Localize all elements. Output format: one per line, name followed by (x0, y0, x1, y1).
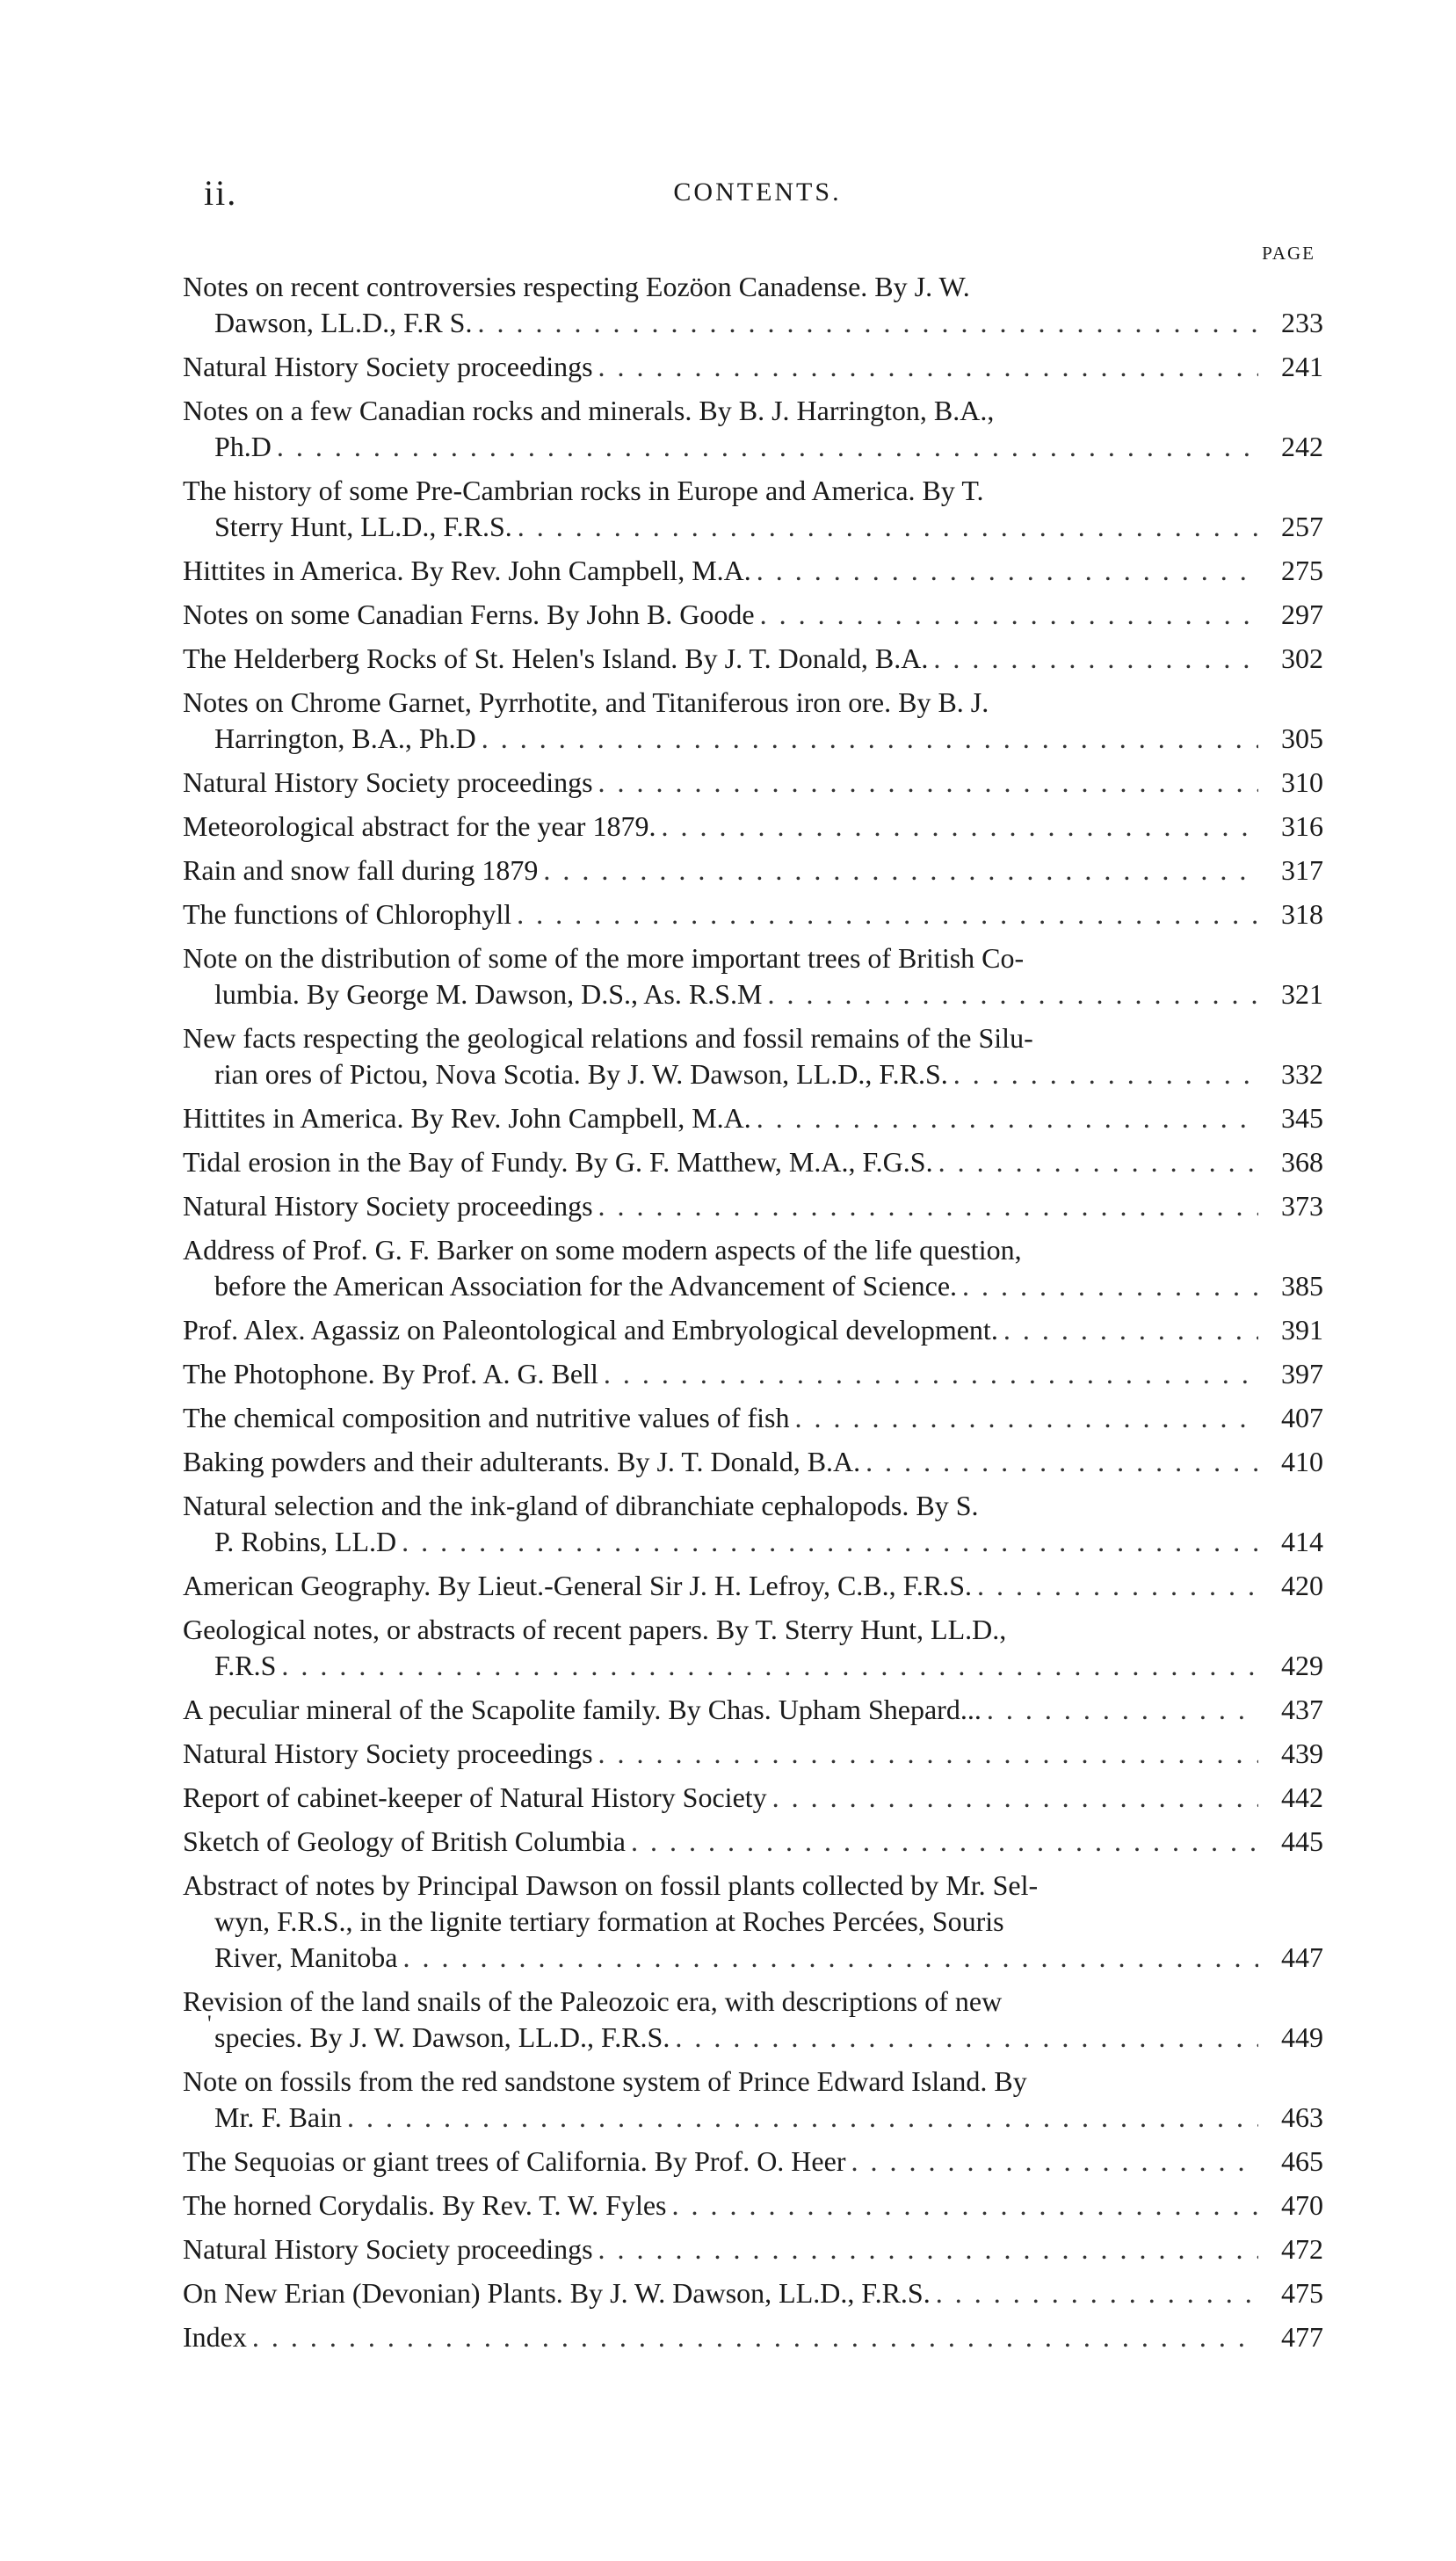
toc-entry-line: American Geography. By Lieut.-General Sir J. H. Lefroy, C.B., F.R.S. (183, 1570, 972, 1601)
toc-entry-line: Harrington, B.A., Ph.D (214, 722, 476, 754)
toc-entry-text (183, 2231, 1258, 2267)
toc-entry (183, 1488, 1323, 1560)
toc-line-with-leader (183, 2020, 1258, 2056)
toc-page-number: 472 (1281, 2233, 1323, 2265)
toc-entry-line: Baking powders and their adulterants. By J. T. Donald, B.A. (183, 1446, 861, 1477)
toc-entry (183, 1868, 1323, 1976)
toc-line-with-leader (183, 1648, 1258, 1684)
toc-entry-line: Natural History Society proceedings (183, 1190, 593, 1222)
toc-page-number: 241 (1281, 351, 1323, 382)
toc-entry-line: The functions of Chlorophyll (183, 898, 512, 930)
toc-page-number: 242 (1281, 431, 1323, 462)
toc-entry-line: Dawson, LL.D., F.R S. (214, 307, 473, 338)
toc-entry-line: Natural History Society proceedings (183, 351, 593, 382)
toc-page-number: 305 (1281, 722, 1323, 754)
toc-page-number: 410 (1281, 1446, 1323, 1477)
dot-leader (661, 809, 1258, 845)
toc-line-with-leader (183, 553, 1258, 589)
toc-line-with-leader (183, 1780, 1258, 1816)
toc-entry (183, 1984, 1323, 2056)
toc-entry-text (183, 1020, 1258, 1092)
page-column-heading: PAGE (1262, 243, 1315, 264)
toc-entry (183, 553, 1323, 589)
toc-entry-text (183, 2064, 1258, 2136)
dot-leader (794, 1400, 1258, 1436)
toc-entry-line: Address of Prof. G. F. Barker on some modern aspects of the life question, (183, 1234, 1022, 1266)
toc-page-number: 420 (1281, 1570, 1323, 1601)
toc-entry (183, 1400, 1323, 1436)
toc-page-number: 345 (1281, 1102, 1323, 1134)
toc-line-with-leader (183, 2100, 1258, 2136)
table-of-contents (183, 269, 1323, 2363)
page-header (204, 172, 1311, 225)
toc-entry-line: Notes on a few Canadian rocks and minerals. By B. J. Harrington, B.A., (183, 395, 995, 426)
toc-line-with-leader (183, 2231, 1258, 2267)
toc-entry (183, 1232, 1323, 1304)
toc-entry-text (183, 269, 1258, 341)
toc-line-with-leader (183, 2275, 1258, 2311)
toc-entry (183, 1612, 1323, 1684)
toc-line-with-leader (183, 1692, 1258, 1728)
toc-entry-line: P. Robins, LL.D (214, 1526, 397, 1557)
toc-entry-line: Abstract of notes by Principal Dawson on fossil plants collected by Mr. Sel- (183, 1869, 1039, 1901)
toc-entry-line: Index (183, 2321, 247, 2353)
page-number: ii. (204, 173, 238, 213)
toc-entry-text (183, 1984, 1258, 2056)
toc-entry-text (183, 2187, 1258, 2224)
dot-leader (671, 2187, 1258, 2224)
toc-entry-line: wyn, F.R.S., in the lignite tertiary formation at Roches Percées, Souris (214, 1905, 1004, 1937)
toc-entry (183, 765, 1323, 801)
toc-entry (183, 1692, 1323, 1728)
toc-line-with-leader (183, 721, 1258, 757)
toc-entry (183, 641, 1323, 677)
toc-entry-text (183, 940, 1258, 1012)
toc-entry (183, 1020, 1323, 1092)
toc-line-with-leader (183, 1188, 1258, 1224)
dot-leader (281, 1648, 1258, 1684)
toc-page-number: 397 (1281, 1358, 1323, 1389)
toc-entry-line: The chemical composition and nutritive values of fish (183, 1402, 790, 1433)
toc-page-number: 316 (1281, 810, 1323, 842)
toc-entry-text (183, 473, 1258, 545)
toc-line-with-leader (183, 1400, 1258, 1436)
toc-entry-line: Tidal erosion in the Bay of Fundy. By G. F. Matthew, M.A., F.G.S. (183, 1146, 933, 1178)
toc-line-with-leader (183, 1824, 1258, 1860)
toc-entry-line: F.R.S (214, 1650, 277, 1681)
toc-line-with-leader (183, 1444, 1258, 1480)
toc-entry-line: Hittites in America. By Rev. John Campbell, M.A. (183, 1102, 751, 1134)
toc-entry-line: before the American Association for the Advancement of Science. (214, 1270, 958, 1302)
toc-entry-text (183, 1736, 1258, 1772)
toc-entry-text (183, 1868, 1258, 1976)
toc-entry-line: The history of some Pre-Cambrian rocks in Europe and America. By T. (183, 475, 984, 506)
toc-line-with-leader (183, 509, 1258, 545)
toc-page-number: 477 (1281, 2321, 1323, 2353)
toc-entry-text (183, 2319, 1258, 2355)
toc-page-number: 275 (1281, 555, 1323, 586)
dot-leader (962, 1268, 1258, 1304)
toc-line-with-leader (183, 641, 1258, 677)
toc-entry-text (183, 1188, 1258, 1224)
toc-entry-line: species. By J. W. Dawson, LL.D., F.R.S. (214, 2021, 670, 2053)
toc-entry (183, 2144, 1323, 2180)
dot-leader (977, 1568, 1258, 1604)
toc-line-with-leader (183, 349, 1258, 385)
toc-entry (183, 2231, 1323, 2267)
toc-page-number: 449 (1281, 2021, 1323, 2053)
toc-page-number: 442 (1281, 1781, 1323, 1813)
toc-entry (183, 2187, 1323, 2224)
toc-entry-line: Sterry Hunt, LL.D., F.R.S. (214, 511, 512, 542)
toc-entry-line: Notes on recent controversies respecting Eozöon Canadense. By J. W. (183, 271, 970, 302)
toc-entry-text (183, 1692, 1258, 1728)
toc-page-number: 385 (1281, 1270, 1323, 1302)
toc-line-with-leader (183, 1736, 1258, 1772)
toc-entry (183, 393, 1323, 465)
toc-entry-text (183, 1312, 1258, 1348)
running-title: CONTENTS. (673, 178, 842, 207)
toc-entry-text (183, 2144, 1258, 2180)
dot-leader (757, 553, 1258, 589)
toc-entry-line: Rain and snow fall during 1879 (183, 854, 539, 886)
toc-entry-text (183, 1612, 1258, 1684)
toc-entry (183, 1188, 1323, 1224)
dot-leader (277, 429, 1258, 465)
dot-leader (518, 509, 1258, 545)
toc-entry-text (183, 1356, 1258, 1392)
toc-entry-line: Mr. F. Bain (214, 2101, 343, 2133)
toc-line-with-leader (183, 2144, 1258, 2180)
toc-line-with-leader (183, 1356, 1258, 1392)
toc-entry (183, 896, 1323, 932)
dot-leader (987, 1692, 1258, 1728)
toc-entry (183, 1824, 1323, 1860)
toc-entry-line: Notes on some Canadian Ferns. By John B. Goode (183, 599, 755, 630)
dot-leader (517, 896, 1258, 932)
dot-leader (938, 1144, 1258, 1180)
toc-entry-text (183, 685, 1258, 757)
toc-page-number: 391 (1281, 1314, 1323, 1346)
toc-page-number: 465 (1281, 2145, 1323, 2177)
dot-leader (851, 2144, 1258, 2180)
dot-leader (482, 721, 1258, 757)
toc-line-with-leader (183, 765, 1258, 801)
toc-page-number: 321 (1281, 978, 1323, 1010)
toc-entry-line: Report of cabinet-keeper of Natural History Society (183, 1781, 767, 1813)
dot-leader (767, 976, 1258, 1012)
toc-entry (183, 1100, 1323, 1136)
toc-entry-line: Geological notes, or abstracts of recent papers. By T. Sterry Hunt, LL.D., (183, 1614, 1007, 1645)
toc-line-with-leader (183, 1568, 1258, 1604)
toc-entry-line: Hittites in America. By Rev. John Campbell, M.A. (183, 555, 751, 586)
toc-page-number: 437 (1281, 1694, 1323, 1725)
toc-entry-line: Note on the distribution of some of the more important trees of British Co- (183, 942, 1025, 974)
toc-page-number: 463 (1281, 2101, 1323, 2133)
dot-leader (772, 1780, 1258, 1816)
toc-line-with-leader (183, 1100, 1258, 1136)
dot-leader (953, 1056, 1258, 1092)
toc-line-with-leader (183, 1524, 1258, 1560)
dot-leader (543, 852, 1258, 889)
toc-page-number: 407 (1281, 1402, 1323, 1433)
toc-line-with-leader (183, 1312, 1258, 1348)
toc-entry-line: The Sequoias or giant trees of California. By Prof. O. Heer (183, 2145, 846, 2177)
toc-entry (183, 269, 1323, 341)
toc-line-with-leader (183, 852, 1258, 889)
dot-leader (866, 1444, 1258, 1480)
toc-page-number: 302 (1281, 642, 1323, 674)
toc-page-number: 310 (1281, 766, 1323, 798)
toc-page-number: 445 (1281, 1825, 1323, 1857)
toc-entry-line: Natural History Society proceedings (183, 1738, 593, 1769)
toc-line-with-leader (183, 809, 1258, 845)
toc-entry (183, 852, 1323, 889)
toc-page-number: 257 (1281, 511, 1323, 542)
dot-leader (598, 2231, 1258, 2267)
toc-entry (183, 685, 1323, 757)
toc-entry-line: Prof. Alex. Agassiz on Paleontological and Embryological development. (183, 1314, 998, 1346)
toc-entry-text (183, 809, 1258, 845)
toc-entry (183, 1312, 1323, 1348)
toc-entry (183, 2319, 1323, 2355)
toc-entry-line: River, Manitoba (214, 1941, 398, 1973)
toc-entry-text (183, 1144, 1258, 1180)
toc-entry (183, 1444, 1323, 1480)
toc-line-with-leader (183, 429, 1258, 465)
toc-line-with-leader (183, 305, 1258, 341)
dot-leader (631, 1824, 1258, 1860)
toc-entry-line: Natural History Society proceedings (183, 2233, 593, 2265)
toc-entry-line: The Photophone. By Prof. A. G. Bell (183, 1358, 598, 1389)
toc-line-with-leader (183, 1268, 1258, 1304)
toc-entry (183, 940, 1323, 1012)
toc-line-with-leader (183, 2319, 1258, 2355)
toc-page-number: 439 (1281, 1738, 1323, 1769)
toc-entry (183, 473, 1323, 545)
toc-entry-line: A peculiar mineral of the Scapolite family. By Chas. Upham Shepard... (183, 1694, 982, 1725)
toc-page-number: 429 (1281, 1650, 1323, 1681)
toc-entry-text (183, 1400, 1258, 1436)
toc-page-number: 297 (1281, 599, 1323, 630)
toc-entry-text (183, 641, 1258, 677)
toc-entry (183, 597, 1323, 633)
dot-leader (604, 1356, 1258, 1392)
dot-leader (760, 597, 1258, 633)
toc-entry (183, 1780, 1323, 1816)
toc-line-with-leader (183, 1940, 1258, 1976)
toc-line-with-leader (183, 896, 1258, 932)
toc-entry (183, 1144, 1323, 1180)
dot-leader (402, 1940, 1258, 1976)
dot-leader (477, 305, 1258, 341)
dot-leader (598, 1188, 1258, 1224)
toc-entry-text (183, 1780, 1258, 1816)
toc-entry-text (183, 553, 1258, 589)
dot-leader (347, 2100, 1258, 2136)
toc-entry (183, 1356, 1323, 1392)
toc-line-with-leader (183, 976, 1258, 1012)
toc-entry (183, 809, 1323, 845)
toc-page-number: 475 (1281, 2277, 1323, 2309)
toc-page-number: 447 (1281, 1941, 1323, 1973)
toc-page-number: 414 (1281, 1526, 1323, 1557)
toc-entry-text (183, 1568, 1258, 1604)
toc-entry-text (183, 1824, 1258, 1860)
toc-entry-line: Revision of the land snails of the Paleozoic era, with descriptions of new (183, 1985, 1003, 2017)
toc-page-number: 332 (1281, 1058, 1323, 1090)
toc-line-with-leader (183, 1056, 1258, 1092)
toc-entry (183, 1736, 1323, 1772)
toc-entry-line: Notes on Chrome Garnet, Pyrrhotite, and Titaniferous iron ore. By B. J. (183, 686, 989, 718)
dot-leader (936, 2275, 1258, 2311)
toc-line-with-leader (183, 1144, 1258, 1180)
toc-entry-line: The horned Corydalis. By Rev. T. W. Fyles (183, 2189, 667, 2221)
toc-entry-text (183, 852, 1258, 889)
dot-leader (598, 349, 1258, 385)
toc-page-number: 233 (1281, 307, 1323, 338)
toc-page-number: 373 (1281, 1190, 1323, 1222)
toc-entry-line: Ph.D (214, 431, 272, 462)
toc-entry-text (183, 1444, 1258, 1480)
dot-leader (1003, 1312, 1258, 1348)
toc-page-number: 317 (1281, 854, 1323, 886)
dot-leader (598, 765, 1258, 801)
toc-entry (183, 2064, 1323, 2136)
ink-speck: ' (207, 2011, 212, 2036)
dot-leader (757, 1100, 1258, 1136)
toc-line-with-leader (183, 597, 1258, 633)
toc-page-number: 368 (1281, 1146, 1323, 1178)
toc-entry-text (183, 393, 1258, 465)
toc-entry-line: The Helderberg Rocks of St. Helen's Island. By J. T. Donald, B.A. (183, 642, 929, 674)
dot-leader (933, 641, 1258, 677)
toc-entry-text (183, 349, 1258, 385)
toc-entry-line: lumbia. By George M. Dawson, D.S., As. R.S.M (214, 978, 763, 1010)
toc-page-number: 470 (1281, 2189, 1323, 2221)
toc-entry-line: Note on fossils from the red sandstone system of Prince Edward Island. By (183, 2065, 1027, 2097)
dot-leader (252, 2319, 1258, 2355)
toc-entry-line: Natural History Society proceedings (183, 766, 593, 798)
toc-entry (183, 2275, 1323, 2311)
dot-leader (402, 1524, 1258, 1560)
toc-entry-line: Meteorological abstract for the year 1879. (183, 810, 656, 842)
toc-entry-line: rian ores of Pictou, Nova Scotia. By J. W. Dawson, LL.D., F.R.S. (214, 1058, 948, 1090)
toc-entry-line: New facts respecting the geological relations and fossil remains of the Silu- (183, 1022, 1033, 1054)
toc-entry (183, 349, 1323, 385)
toc-entry-text (183, 1232, 1258, 1304)
dot-leader (675, 2020, 1258, 2056)
toc-line-with-leader (183, 2187, 1258, 2224)
toc-entry-line: On New Erian (Devonian) Plants. By J. W. Dawson, LL.D., F.R.S. (183, 2277, 931, 2309)
toc-entry (183, 1568, 1323, 1604)
toc-entry-line: Natural selection and the ink-gland of dibranchiate cephalopods. By S. (183, 1490, 979, 1521)
toc-entry-text (183, 1100, 1258, 1136)
toc-entry-text (183, 597, 1258, 633)
toc-entry-text (183, 765, 1258, 801)
dot-leader (598, 1736, 1258, 1772)
toc-entry-text (183, 896, 1258, 932)
toc-entry-text (183, 2275, 1258, 2311)
toc-page-number: 318 (1281, 898, 1323, 930)
toc-entry-text (183, 1488, 1258, 1560)
toc-entry-line: Sketch of Geology of British Columbia (183, 1825, 626, 1857)
